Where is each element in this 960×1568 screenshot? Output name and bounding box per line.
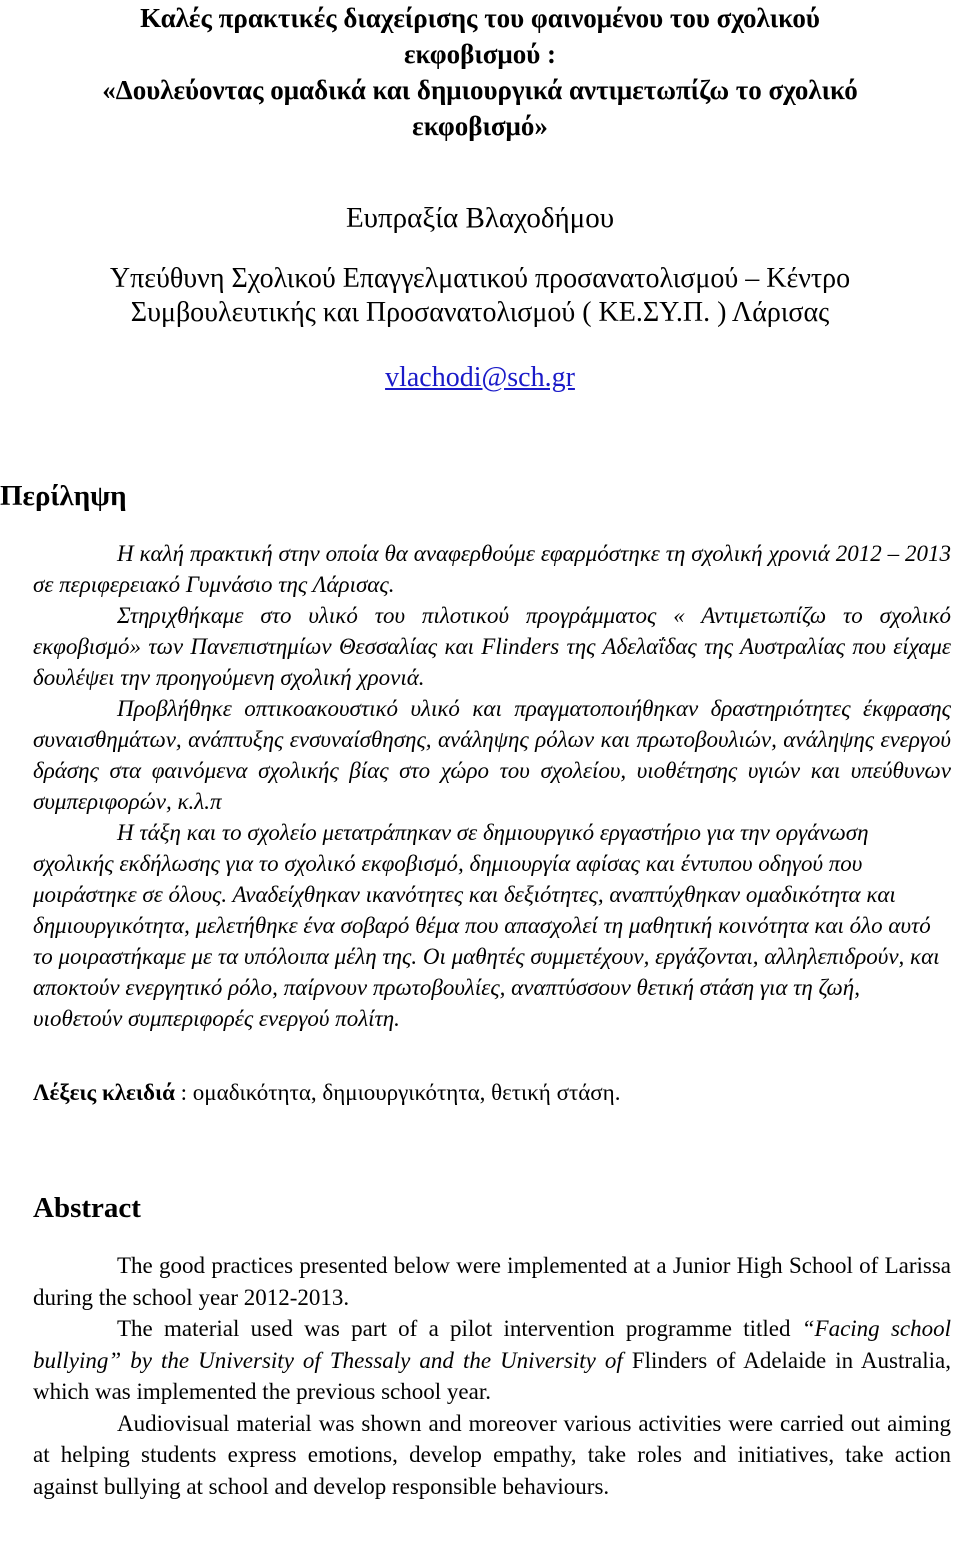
- abstract-paragraph-3: Audiovisual material was shown and moreover various activities were carried out aiming at helping students express emotions, develop empathy, take roles and initiatives, take action against bullying at school and develop responsible behaviours.: [33, 1410, 951, 1499]
- keywords-text: : ομαδικότητα, δημιουργικότητα, θετική στάση.: [174, 1080, 621, 1105]
- abstract-paragraph-1: The good practices presented below were implemented at a Junior High School of Larissa during the school year 2012-2013.: [33, 1253, 951, 1310]
- title-line-3: «Δουλεύοντας ομαδικά και δημιουργικά αντιμετωπίζω το σχολικό: [102, 75, 858, 105]
- summary-paragraph-3: Προβλήθηκε οπτικοακουστικό υλικό και πραγματοποιήθηκαν δραστηριότητες έκφρασης συναισθημάτων, ανάπτυξης ενσυναίσθησης, ανάληψης ρόλων και πρωτοβουλιών, ανάληψης ενεργού δράσης στα φαινόμενα σχολικής βίας στο χώρο του σχολείου, υιοθέτησης υγιών και υπεύθυνων συμπεριφορών, κ.λ.π: [33, 696, 951, 814]
- abstract-heading: Abstract: [33, 1192, 141, 1224]
- author-name: Ευπραξία Βλαχοδήμου: [345, 202, 615, 234]
- email-link[interactable]: vlachodi@sch.gr: [385, 362, 575, 393]
- author-affiliation: [20, 262, 940, 330]
- abstract-p2-italic: “Facing school bullying” by the University of Thessaly and the University of: [33, 1316, 951, 1373]
- summary-heading: Περίληψη: [0, 480, 127, 512]
- title-line-2: εκφοβισμού :: [404, 39, 556, 69]
- abstract-body: [33, 1250, 951, 1502]
- keywords-line: [33, 1077, 951, 1108]
- summary-paragraph-1: Η καλή πρακτική στην οποία θα αναφερθούμε εφαρμόστηκε τη σχολική χρονιά 2012 – 2013 σε περιφερειακό Γυμνάσιο της Λάρισας.: [33, 541, 951, 597]
- author-email: [20, 361, 940, 395]
- keywords-label: Λέξεις κλειδιά: [33, 1080, 175, 1105]
- affiliation-line-2: Συμβουλευτικής και Προσανατολισμού ( ΚΕ.ΣΥ.Π. ) Λάρισας: [130, 297, 830, 328]
- summary-paragraph-4: Η τάξη και το σχολείο μετατράπηκαν σε δημιουργικό εργαστήριο για την οργάνωση σχολικής εκδήλωσης για το σχολικό εκφοβισμό, δημιουργία αφίσας και έντυπου οδηγού που μοιράστηκε σε όλους. Αναδείχθηκαν ικανότητες και δεξιότητες, αναπτύχθηκαν ομαδικότητα και δημιουργικότητα, μελετήθηκε ένα σοβαρό θέμα που απασχολεί τη μαθητική κοινότητα και όλο αυτό το μοιραστήκαμε με τα υπόλοιπα μέλη της. Οι μαθητές συμμετέχουν, εργάζονται, αλληλεπιδρούν, και αποκτούν ενεργητικό ρόλο, παίρνουν πρωτοβουλίες, αναπτύσσουν θετική στάση για τη ζωή, υιοθετούν συμπεριφορές ενεργού πολίτη.: [33, 820, 940, 1031]
- abstract-paragraph-2: [33, 1313, 951, 1408]
- summary-body: [33, 538, 951, 1034]
- abstract-p2-part-c: Flinders of Adelaide in Australia, which was implemented the previous school year.: [33, 1347, 951, 1404]
- abstract-p2-part-a: The material used was part of a pilot intervention programme titled: [117, 1316, 802, 1341]
- title-line-4: εκφοβισμό»: [412, 111, 548, 141]
- affiliation-line-1: Υπεύθυνη Σχολικού Επαγγελματικού προσανατολισμού – Κέντρο: [109, 263, 851, 294]
- summary-paragraph-2: Στηριχθήκαμε στο υλικό του πιλοτικού προγράμματος « Αντιμετωπίζω το σχολικό εκφοβισμό» των Πανεπιστημίων Θεσσαλίας και Flinders της Αδελαΐδας της Αυστραλίας που είχαμε δουλέψει την προηγούμενη σχολική χρονιά.: [33, 603, 951, 690]
- paper-title: [20, 0, 940, 144]
- title-line-1: Καλές πρακτικές διαχείρισης του φαινομένου του σχολικού: [140, 3, 820, 33]
